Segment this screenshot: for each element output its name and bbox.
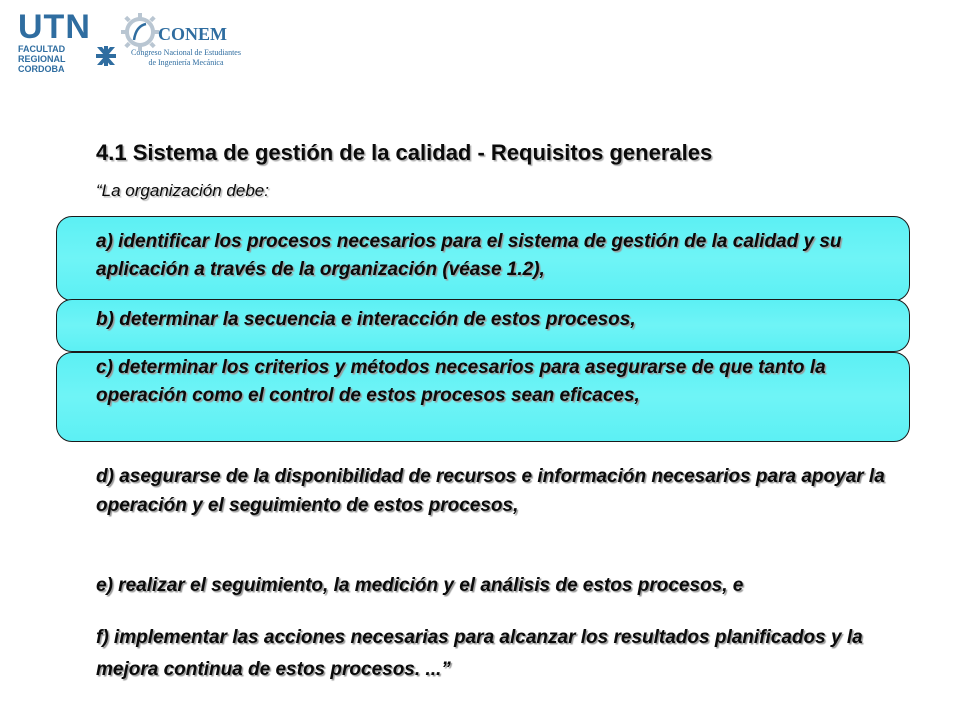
utn-logo-subtitle: FACULTAD REGIONAL CORDOBA (18, 44, 66, 74)
requirement-item-b: b) determinar la secuencia e interacción de estos procesos, (96, 309, 636, 330)
conem-logo-subtitle: Congreso Nacional de Estudiantes de Ingeniería Mecánica (131, 48, 241, 67)
gear-icon (120, 12, 160, 52)
requirement-item-c: c) determinar los criterios y métodos necesarios para asegurarse de que tanto la operación como el control de estos procesos sean eficaces, (96, 357, 826, 406)
utn-logo-text: UTN (18, 8, 91, 46)
slide-title: 4.1 Sistema de gestión de la calidad - Requisitos generales (96, 140, 713, 165)
slide-intro: “La organización debe: (96, 181, 269, 200)
conem-logo-text: CONEM (158, 24, 227, 44)
utn-logo (18, 8, 118, 74)
requirement-item-f: f) implementar las acciones necesarias para alcanzar los resultados planificados y la mejora continua de estos procesos. ...” (96, 627, 863, 680)
conem-logo (118, 10, 248, 70)
utn-emblem-icon (94, 44, 118, 68)
requirement-item-d: d) asegurarse de la disponibilidad de recursos e información necesarios para apoyar la operación y el seguimiento de estos procesos, (96, 466, 885, 516)
requirement-item-a: a) identificar los procesos necesarios para el sistema de gestión de la calidad y su aplicación a través de la organización (véase 1.2), (96, 231, 842, 280)
requirement-item-e: e) realizar el seguimiento, la medición y el análisis de estos procesos, e (96, 575, 744, 596)
